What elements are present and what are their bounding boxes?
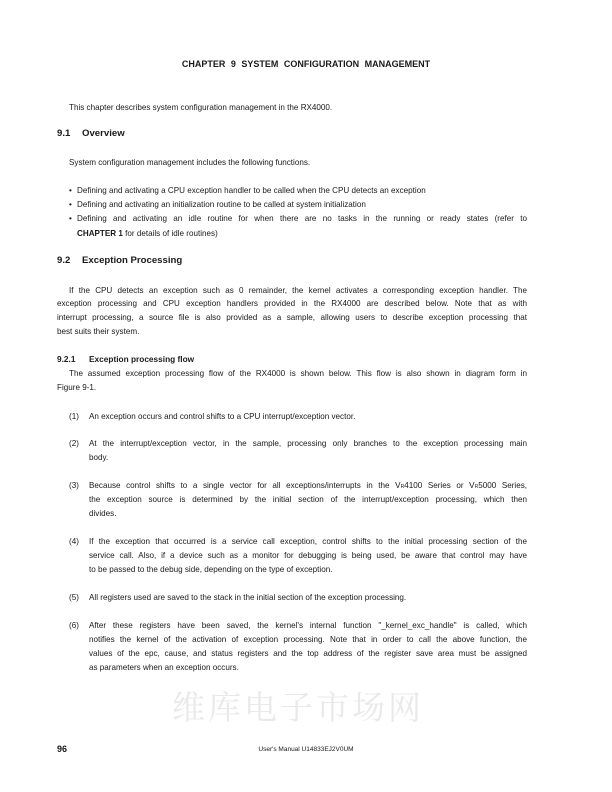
- bullet-item-text: Defining and activating an idle routine for when there are no tasks in the running or ready states (refer to: [77, 214, 527, 223]
- step-text-line: All registers used are saved to the stack in the initial section of the exception processing.: [89, 593, 407, 602]
- section-9-2-paragraph-line: interrupt processing, a source file is also provided as a sample, allowing users to describe exception processing that: [57, 313, 527, 322]
- step-text-line: Because control shifts to a single vector for all exceptions/interrupts in the VR4100 Series or VR5000 Series,: [89, 481, 527, 490]
- section-9-1-title: Overview: [82, 128, 125, 139]
- step-text-line: divides.: [89, 509, 117, 518]
- subscript: R: [474, 484, 479, 490]
- section-9-2-paragraph-line: If the CPU detects an exception such as 0 remainder, the kernel activates a corresponding exception handler. The: [69, 286, 527, 295]
- section-9-1-number: 9.1: [57, 128, 71, 139]
- section-9-2-1-paragraph-line: Figure 9-1.: [57, 383, 97, 392]
- bullet-icon: •: [69, 200, 72, 209]
- step-text-line: After these registers have been saved, the kernel's internal function "_kernel_exc_handle" is called, which: [89, 621, 527, 630]
- step-number: (3): [69, 481, 79, 490]
- step-text-line: the exception source is determined by the initial section of the interrupt/exception processing, which then: [89, 495, 527, 504]
- bullet-item-text: Defining and activating a CPU exception handler to be called when the CPU detects an exception: [77, 186, 426, 195]
- step-text-line: to be passed to the debug side, depending on the type of exception.: [89, 565, 333, 574]
- section-9-2-paragraph-line: exception processing and CPU exception handlers provided in the RX4000 are described below. Note that as with: [57, 299, 527, 308]
- bullet-item-text: CHAPTER 1 for details of idle routines): [77, 229, 218, 238]
- section-9-2-1-paragraph-line: The assumed exception processing flow of the RX4000 is shown below. This flow is also shown in diagram form in: [69, 369, 527, 378]
- intro-text: This chapter describes system configuration management in the RX4000.: [69, 103, 333, 112]
- step-number: (2): [69, 439, 79, 448]
- bullet-item-text: Defining and activating an initialization routine to be called at system initialization: [77, 200, 366, 209]
- step-number: (5): [69, 593, 79, 602]
- step-number: (6): [69, 621, 79, 630]
- bullet-icon: •: [69, 186, 72, 195]
- step-text-line: values of the epc, cause, and status registers and the top address of the register save area must be assigned: [89, 649, 527, 658]
- bullet-icon: •: [69, 214, 72, 223]
- step-text-line: If the exception that occurred is a service call exception, control shifts to the initial processing section of the: [89, 537, 527, 546]
- chapter-reference: CHAPTER 1: [77, 229, 123, 238]
- step-number: (4): [69, 537, 79, 546]
- step-text-line: An exception occurs and control shifts to a CPU interrupt/exception vector.: [89, 412, 356, 421]
- step-number: (1): [69, 412, 79, 421]
- step-text-line: notifies the kernel of the activation of exception processing. Note that in order to call the above function, the: [89, 635, 527, 644]
- step-text-line: as parameters when an exception occurs.: [89, 663, 239, 672]
- section-9-2-1-number: 9.2.1: [57, 354, 76, 364]
- subscript: R: [400, 484, 405, 490]
- page-number: 96: [57, 744, 68, 754]
- section-9-1-text: System configuration management includes the following functions.: [69, 158, 311, 167]
- section-9-2-number: 9.2: [57, 255, 71, 266]
- manual-id: User's Manual U14833EJ2V0UM: [258, 746, 354, 753]
- chapter-title: CHAPTER 9 SYSTEM CONFIGURATION MANAGEMENT: [181, 59, 431, 69]
- section-9-2-title: Exception Processing: [82, 255, 183, 266]
- step-text-line: body.: [89, 453, 109, 462]
- section-9-2-paragraph-line: best suits their system.: [57, 327, 140, 336]
- step-text-line: service call. Also, if a device such as a monitor for debugging is being used, be aware that control may have: [89, 551, 527, 560]
- step-text-line: At the interrupt/exception vector, in the sample, processing only branches to the exception processing main: [89, 439, 527, 448]
- watermark: 维库电子市场网: [172, 688, 424, 727]
- section-9-2-1-title: Exception processing flow: [89, 354, 195, 364]
